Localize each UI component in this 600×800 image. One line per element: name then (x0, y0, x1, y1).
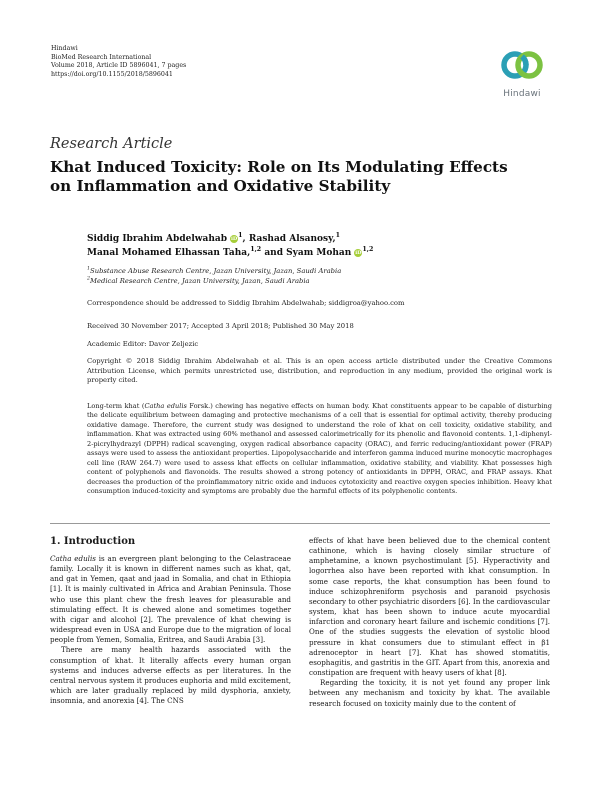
hindawi-logo (497, 43, 547, 103)
logo-text: Hindawi (503, 89, 541, 99)
author-name[interactable]: Manal Mohamed Elhassan Taha, (87, 248, 251, 258)
author-list: Siddig Ibrahim Abdelwahab $iD^1$, Rashad Alsanosy,$^1$ Manal Mohamed Elhassan Taha,$^{1,2}$ and Syam Mohan iD$^{1,2}$ (87, 232, 374, 258)
academic-editor: Academic Editor: Davor Zeljezic (87, 340, 199, 348)
body-column-left (50, 536, 291, 706)
paragraph-text: is an evergreen plant belonging to the Celastraceae family. Locally it is known in different names such as khat, qat, and gat in Yemen, qaat and jaad in Somalia, and chat in Ethiopia [1]. It is mainly cultivated in Africa and Arabian Peninsula. Those who use this plant chew the fresh leaves for pleasurable and stimulating effect. It is chewed alone and sometimes together with cigar and alcohol [2]. The prevalence of khat chewing is widespread even in USA and Europe due to the migration of local people from Yemen, Somalia, Eritrea, and Saudi Arabia [3]. (50, 554, 291, 645)
publisher-name: Hindawi (51, 45, 78, 52)
affiliation-number: 1 (87, 266, 91, 272)
body-column-right (309, 536, 550, 709)
correspondence: Correspondence should be addressed to Siddig Ibrahim Abdelwahab; siddigroa@yahoo.com (87, 299, 405, 307)
section-divider (50, 523, 550, 524)
orcid-icon[interactable]: iD (231, 235, 238, 242)
affiliation-mark: 1,2 (362, 246, 374, 253)
journal-name: BioMed Research International (51, 53, 152, 61)
paragraph: Regarding the toxicity, it is not yet found any proper link between any mechanism and toxicity by khat. The available research focused on toxicity mainly due to the content of (309, 678, 550, 708)
affiliation-mark: 1,2 (250, 246, 262, 253)
section-heading: 1. Introduction (50, 536, 136, 547)
paragraph (50, 554, 291, 645)
hindawi-logo-icon (497, 43, 547, 87)
affiliation-mark: 1 (238, 232, 243, 239)
abstract-text: Forsk.) chewing has negative effects on human body. Khat constituents appear to be capable of disturbing the delicate equilibrium between damaging and protective mechanisms of a cell that is essential for optimal activity, thereby producing oxidative damage. Therefore, the current study was designed to understand the role of khat on cell toxicity, oxidative stability, and inflammation. Khat was extracted using 60% methanol and assessed calorimetrically for its phenolic and flavonoid contents. 1,1-diphenyl-2-picrylhydrazyl (DPPH) radical scavenging, oxygen radical absorbance capacity (ORAC), and ferric reducing/antioxidant power (FRAP) assays were used to assess the antioxidant properties. Lipopolysaccharide and interferon gamma induced murine monocytic macrophages cell line (RAW 264.7) were used to assess khat effects on cellular inflammation, oxidative stability, and viability. Khat possesses high content of polyphenols and flavonoids. The results showed a strong potency of antioxidants in DPPH, ORAC, and FRAP assays. Khat decreases the production of the proinflammatory nitric oxide and induces cytotoxicity and reactive oxygen species inhibition. Heavy khat consumption induced-toxicity and symptoms are probably due the harmful effects of its polyphenolic contents. (87, 402, 552, 496)
affiliation-2: Medical Research Centre, Jazan University, Jazan, Saudi Arabia (90, 277, 310, 285)
affiliation-1: Substance Abuse Research Centre, Jazan University, Jazan, Saudi Arabia (90, 267, 342, 275)
volume-info: Volume 2018, Article ID 5896041, 7 pages (51, 62, 187, 70)
author-name[interactable]: Rashad Alsanosy, (248, 234, 336, 244)
affiliation-number: 2 (87, 276, 91, 282)
article-title: Khat Induced Toxicity: Role on Its Modulating Effects on Inflammation and Oxidative Stability (50, 158, 508, 195)
affiliations (87, 266, 552, 286)
and-connector: and (264, 248, 283, 258)
abstract (87, 402, 552, 497)
affiliation-mark: 1 (335, 232, 341, 239)
abstract-lead: Long-term khat ( (87, 402, 145, 410)
orcid-icon[interactable]: iD (355, 249, 362, 256)
article-type: Research Article (50, 136, 173, 152)
paragraph: There are many health hazards associated with the consumption of khat. It literally affects every human organ systems and induces adverse effects as per literatures. In the central nervous system it produces euphoria and mild excitement, which are later gradually replaced by mild dysphoria, anxiety, insomnia, and anorexia [4]. The CNS (50, 645, 291, 706)
journal-header (51, 45, 186, 79)
species-name: Catha edulis (144, 402, 187, 410)
copyright-notice: Copyright © 2018 Siddig Ibrahim Abdelwahab et al. This is an open access article distributed under the Creative Commons Attribution License, which permits unrestricted use, distribution, and reproduction in any medium, provided the original work is properly cited. (87, 357, 552, 385)
publication-dates: Received 30 November 2017; Accepted 3 April 2018; Published 30 May 2018 (87, 322, 354, 330)
author-name[interactable]: Siddig Ibrahim Abdelwahab (87, 234, 228, 244)
paragraph: effects of khat have been believed due to the chemical content cathinone, which is having closely similar structure of amphetamine, a known psychostimulant [5]. Hyperactivity and logorrhea also have been reported with khat consumption. In some case reports, the khat consumption has been found to induce schizophreniform psychosis and paranoid psychosis secondary to other psychiatric disorders [6]. In the cardiovascular system, khat has been shown to induce acute myocardial infarction and coronary heart failure and ischemic conditions [7]. One of the studies suggests the elevation of systolic blood pressure in khat consumers due to stimulant effect in β1 adrenoceptor in heart [7]. Khat has showed stomatitis, esophagitis, and gastritis in the GIT. Apart from this, anorexia and constipation are frequent with heavy users of khat [8]. (309, 536, 550, 678)
doi-link[interactable]: https://doi.org/10.1155/2018/5896041 (51, 70, 173, 78)
author-name[interactable]: Syam Mohan (286, 248, 352, 258)
species-name: Catha edulis (50, 554, 96, 563)
